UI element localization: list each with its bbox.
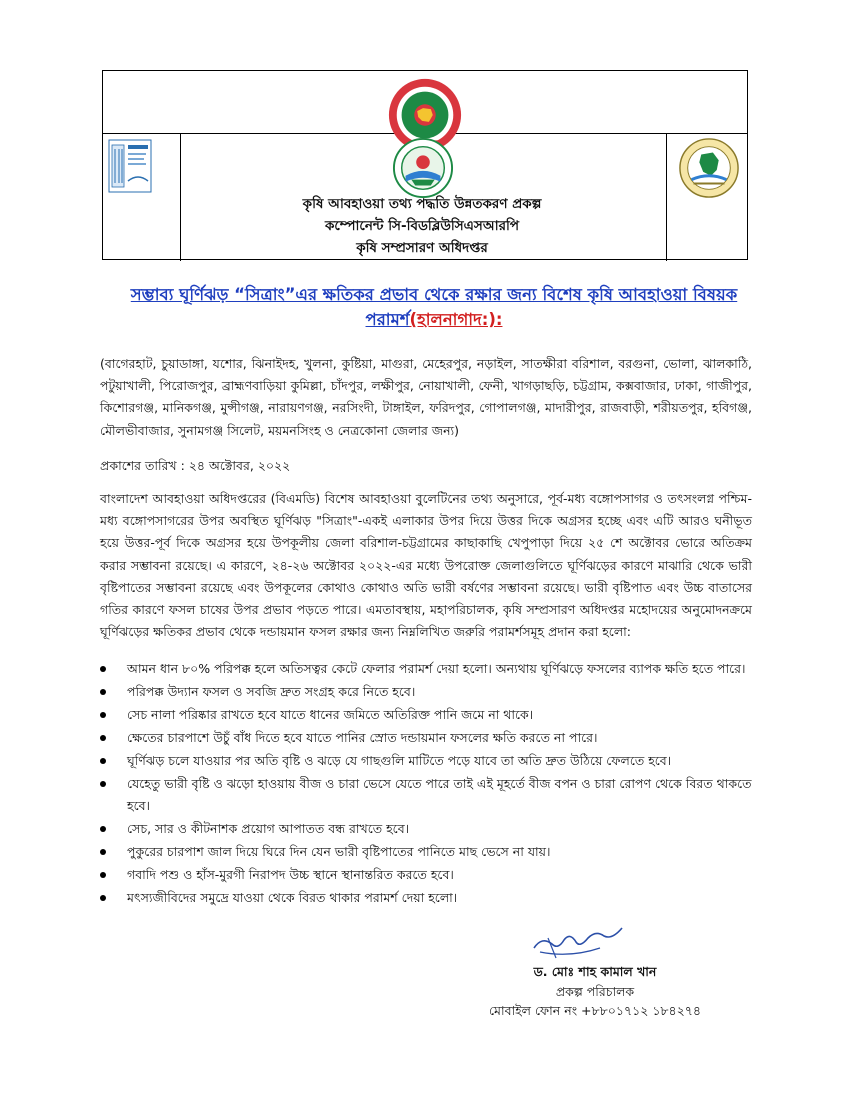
body-paragraph: বাংলাদেশ আবহাওয়া অধিদপ্তরের (বিএমডি) বিশেষ আবহাওয়া বুলেটিনের তথ্য অনুসারে, পূর্ব-মধ্য বঙ্গোপসাগর ও তৎসংলগ্ন পশ্চিম-মধ্য বঙ্গোপসাগরের উপর অবস্থিত ঘূর্ণিঝড় "সিত্রাং"-একই এলাকার উপর দিয়ে উত্তর দিকে অগ্রসর হচ্ছে এবং এটি আরও ঘনীভূত হয়ে উত্তর-পূর্ব দিকে অগ্রসর হয়ে উপকূলীয় জেলা বরিশাল-চট্টগ্রামের কাছাকাছি খেপুপাড়া দিয়ে ২৫ শে অক্টোবর ভোরে অতিক্রম করার সম্ভাবনা রয়েছে। এ কারণে, ২৪-২৬ অক্টোবর ২০২২-এর মধ্যে উপরোক্ত জেলাগুলিতে ঘূর্ণিঝড়ের কারণে মাঝারি থেকে ভারী বৃষ্টিপাতের সম্ভাবনা রয়েছে এবং উপকূলের কোথাও কোথাও অতি ভারী বর্ষণের সম্ভাবনা রয়েছে। ভারী বৃষ্টিপাত এবং উচ্চ বাতাসের গতির কারণে ফসল চাষের উপর প্রভাব পড়তে পারে। এমতাবস্থায়, মহাপরিচালক, কৃষি সম্প্রসারণ অধিদপ্তর মহোদয়ের অনুমোদনক্রমে ঘূর্ণিঝড়ের ক্ষতিকর প্রভাব থেকে দন্ডায়মান ফসল রক্ষার জন্য নিম্নলিখিত জরুরি পরামর্শসমূহ প্রদান করা হলো: (100, 491, 752, 640)
bullet-icon (100, 689, 106, 695)
list-item (100, 704, 752, 726)
list-item (100, 727, 752, 749)
list-item (100, 750, 752, 772)
header-divider-right (666, 133, 667, 261)
signatory-role: প্রকল্প পরিচালক (555, 984, 635, 999)
bullet-icon (100, 826, 106, 832)
advisory-text: পুকুরের চারপাশ জাল দিয়ে ঘিরে দিন যেন ভারী বৃষ্টিপাতের পানিতে মাছ ভেসে না যায়। (127, 844, 551, 860)
bullet-icon (100, 735, 106, 741)
districts-paragraph: (বাগেরহাট, চুয়াডাঙ্গা, যশোর, ঝিনাইদহ, খুলনা, কুষ্টিয়া, মাগুরা, মেহেরপুর, নড়াইল, সাতক্ষীরা বরিশাল, বরগুনা, ভোলা, ঝালকাঠি, পটুয়াখালী, পিরোজপুর, ব্রাহ্মণবাড়িয়া কুমিল্লা, চাঁদপুর, লক্ষীপুর, নোয়াখালী, ফেনী, খাগড়াছড়ি, চট্টগ্রাম, কক্সবাজার, ঢাকা, গাজীপুর, কিশোরগঞ্জ, মানিকগঞ্জ, মুন্সীগঞ্জ, নারায়ণগঞ্জ, নরসিংদী, টাঙ্গাইল, ফরিদপুর, গোপালগঞ্জ, মাদারীপুর, রাজবাড়ী, শরীয়তপুর, হবিগঞ্জ, মৌলভীবাজার, সুনামগঞ্জ সিলেট, ময়মনসিংহ ও নেত্রকোনা জেলার জন্য) (100, 356, 752, 438)
list-item (100, 773, 752, 816)
advisory-title-line1: সম্ভাব্য ঘূর্ণিঝড় “সিত্রাং”এর ক্ষতিকর প্রভাব থেকে রক্ষার জন্য বিশেষ কৃষি আবহাওয়া বিষয়ক (130, 285, 738, 304)
department-name: কৃষি সম্প্রসারণ অধিদপ্তর (356, 240, 488, 256)
bwcsrp-logo (108, 139, 152, 193)
list-item (100, 681, 752, 703)
bullet-icon (100, 872, 106, 878)
component-name: কম্পোনেন্ট সি-বিডব্লিউসিএসআরপি (324, 218, 520, 234)
advisory-text: ক্ষেতের চারপাশে উচুঁ বাঁধ দিতে হবে যাতে পানির স্রোত দন্ডায়মান ফসলের ক্ষতি করতে না পারে। (127, 730, 598, 746)
list-item (100, 841, 752, 863)
advisory-text: ঘূর্ণিঝড় চলে যাওয়ার পর অতি বৃষ্টি ও ঝড়ে যে গাছগুলি মাটিতে পড়ে যাবে তা অতি দ্রুত উঠিয়ে ফেলতে হবে। (127, 753, 672, 769)
bmd-logo (678, 137, 740, 199)
list-item (100, 658, 752, 680)
advisory-title-line2: পরামর্শ (365, 310, 410, 329)
advisory-text: গবাদি পশু ও হাঁস-মুরগী নিরাপদ উচ্চ স্থানে স্থানান্তরিত করতে হবে। (127, 867, 454, 883)
advisory-title-update: (হালনাগাদ:): (409, 310, 503, 329)
signatory-name: ড. মোঃ শাহ কামাল খান (533, 964, 657, 979)
bullet-icon (100, 781, 106, 787)
advisory-text: যেহেতু ভারী বৃষ্টি ও ঝড়ো হাওয়ায় বীজ ও চারা ভেসে যেতে পারে তাই এই মূহর্তে বীজ বপন ও চারা রোপণ থেকে বিরত থাকতে হবে। (127, 776, 752, 813)
handwritten-signature (530, 918, 626, 962)
advisory-title (106, 282, 762, 332)
dae-logo (392, 137, 454, 199)
advisory-list (100, 658, 752, 910)
project-name: কৃষি আবহাওয়া তথ্য পদ্ধতি উন্নতকরণ প্রকল্প (302, 196, 542, 212)
advisory-text: আমন ধান ৮০% পরিপক্ক হলে অতিসত্বর কেটে ফেলার পরামর্শ দেয়া হলো। অন্যথায় ঘূর্ণিঝড়ে ফসলের ব্যাপক ক্ষতি হতে পারে। (127, 661, 746, 676)
list-item (100, 818, 752, 840)
list-item (100, 864, 752, 886)
advisory-text: সেচ নালা পরিষ্কার রাখতে হবে যাতে ধানের জমিতে অতিরিক্ত পানি জমে না থাকে। (127, 707, 534, 723)
signatory-phone: মোবাইল ফোন নং +৮৮০১৭১২ ১৮৪২৭৪ (488, 1003, 702, 1018)
bullet-icon (100, 666, 106, 672)
advisory-text: মৎস্যজীবিদের সমুদ্রে যাওয়া থেকে বিরত থাকার পরামর্শ দেয়া হলো। (127, 890, 458, 906)
advisory-text: সেচ, সার ও কীটনাশক প্রয়োগ আপাতত বন্ধ রাখতে হবে। (127, 821, 410, 837)
bullet-icon (100, 895, 106, 901)
advisory-text: পরিপক্ক উদ্যান ফসল ও সবজি দ্রুত সংগ্রহ করে নিতে হবে। (127, 684, 416, 700)
bullet-icon (100, 849, 106, 855)
publish-date: প্রকাশের তারিখ : ২৪ অক্টোবর, ২০২২ (100, 458, 291, 473)
bullet-icon (100, 712, 106, 718)
bullet-icon (100, 758, 106, 764)
list-item (100, 887, 752, 909)
